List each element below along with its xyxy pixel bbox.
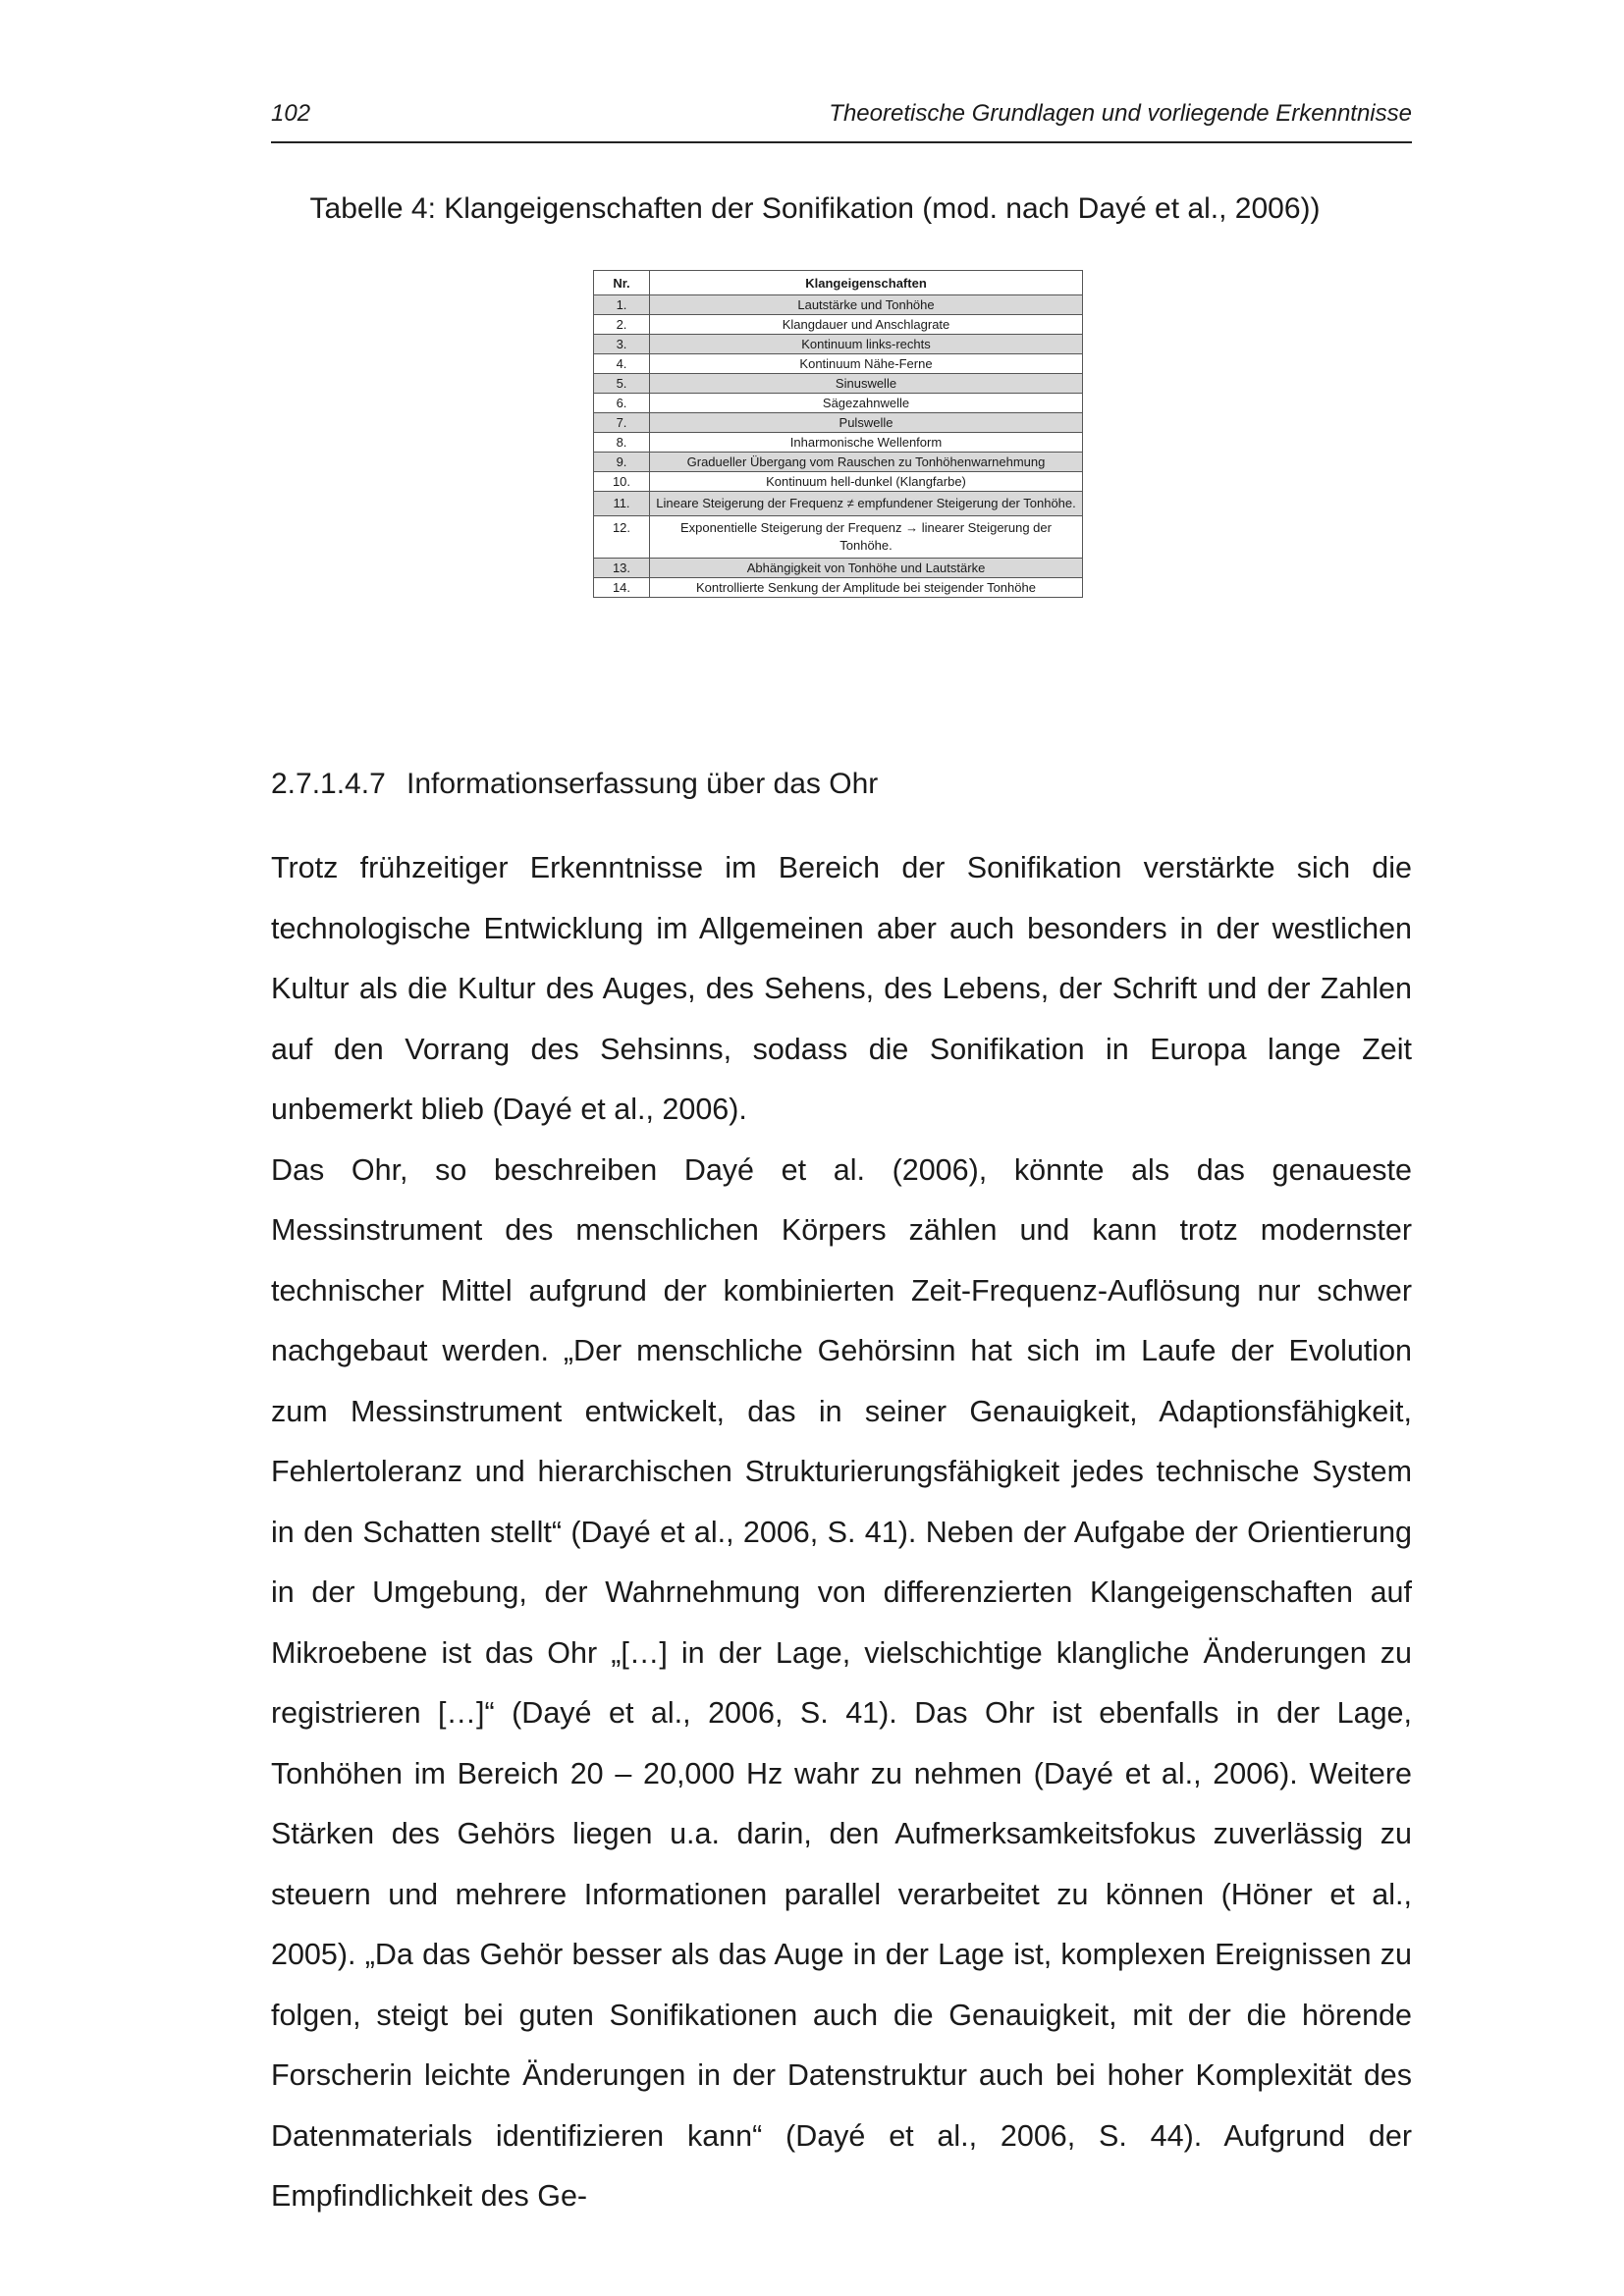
row-number: 13. <box>594 559 650 578</box>
table-header-row <box>594 271 1083 295</box>
row-text: Kontinuum hell-dunkel (Klangfarbe) <box>650 472 1083 492</box>
row-number: 4. <box>594 354 650 374</box>
row-text: Exponentielle Steigerung der Frequenz → linearer Steigerung der Tonhöhe. <box>650 516 1083 559</box>
table-row <box>594 472 1083 492</box>
row-number: 2. <box>594 315 650 335</box>
page-number: 102 <box>271 100 311 127</box>
row-number: 8. <box>594 433 650 453</box>
table-row <box>594 295 1083 315</box>
body-text <box>271 838 1412 2227</box>
row-text: Lineare Steigerung der Frequenz ≠ empfundener Steigerung der Tonhöhe. <box>650 492 1083 516</box>
table-row <box>594 374 1083 394</box>
table-row <box>594 335 1083 354</box>
row-number: 11. <box>594 492 650 516</box>
table-row <box>594 315 1083 335</box>
row-text: Kontrollierte Senkung der Amplitude bei steigender Tonhöhe <box>650 578 1083 598</box>
row-text: Kontinuum Nähe-Ferne <box>650 354 1083 374</box>
table-caption: Tabelle 4: Klangeigenschaften der Sonifikation (mod. nach Dayé et al., 2006)) <box>309 192 1321 225</box>
table-row <box>594 354 1083 374</box>
row-number: 5. <box>594 374 650 394</box>
running-title: Theoretische Grundlagen und vorliegende Erkenntnisse <box>829 100 1412 127</box>
row-number: 14. <box>594 578 650 598</box>
section-number: 2.7.1.4.7 <box>271 768 386 800</box>
section-heading <box>271 768 878 801</box>
row-text: Kontinuum links-rechts <box>650 335 1083 354</box>
row-number: 3. <box>594 335 650 354</box>
row-number: 1. <box>594 295 650 315</box>
column-header-nr: Nr. <box>594 271 650 295</box>
row-text: Sinuswelle <box>650 374 1083 394</box>
row-text: Sägezahnwelle <box>650 394 1083 413</box>
table-row <box>594 578 1083 598</box>
row-number: 10. <box>594 472 650 492</box>
table-row <box>594 492 1083 516</box>
row-text: Pulswelle <box>650 413 1083 433</box>
table-row <box>594 559 1083 578</box>
row-number: 7. <box>594 413 650 433</box>
paragraph: Trotz frühzeitiger Erkenntnisse im Bereich der Sonifikation verstärkte sich die technologische Entwicklung im Allgemeinen aber auch besonders in der westlichen Kultur als die Kultur des Auges, des Sehens, des Lebens, der Schrift und der Zahlen auf den Vorrang des Sehsinns, sodass die Sonifikation in Europa lange Zeit unbemerkt blieb (Dayé et al., 2006). <box>271 851 1412 1126</box>
table <box>593 270 1083 598</box>
table-row <box>594 394 1083 413</box>
sound-properties-table <box>593 270 1083 598</box>
section-title: Informationserfassung über das Ohr <box>406 768 879 800</box>
table-row <box>594 453 1083 472</box>
row-text: Inharmonische Wellenform <box>650 433 1083 453</box>
row-text: Gradueller Übergang vom Rauschen zu Tonhöhenwarnehmung <box>650 453 1083 472</box>
table-row <box>594 516 1083 559</box>
table-row <box>594 433 1083 453</box>
table-row <box>594 413 1083 433</box>
row-text: Lautstärke und Tonhöhe <box>650 295 1083 315</box>
row-text: Abhängigkeit von Tonhöhe und Lautstärke <box>650 559 1083 578</box>
column-header-properties: Klangeigenschaften <box>650 271 1083 295</box>
row-text: Klangdauer und Anschlagrate <box>650 315 1083 335</box>
paragraph: Das Ohr, so beschreiben Dayé et al. (2006), könnte als das genaueste Messinstrument des menschlichen Körpers zählen und kann trotz modernster technischer Mittel aufgrund der kombinierten Zeit-Frequenz-Auflösung nur schwer nachgebaut werden. „Der menschliche Gehörsinn hat sich im Laufe der Evolution zum Messinstrument entwickelt, das in seiner Genauigkeit, Adaptionsfähigkeit, Fehlertoleranz und hierarchischen Strukturierungsfähigkeit jedes technische System in den Schatten stellt“ (Dayé et al., 2006, S. 41). Neben der Aufgabe der Orientierung in der Umgebung, der Wahrnehmung von differenzierten Klangeigenschaften auf Mikroebene ist das Ohr „[…] in der Lage, vielschichtige klangliche Änderungen zu registrieren […]“ (Dayé et al., 2006, S. 41). Das Ohr ist ebenfalls in der Lage, Tonhöhen im Bereich 20 – 20,000 Hz wahr zu nehmen (Dayé et al., 2006). Weitere Stärken des Gehörs liegen u.a. darin, den Aufmerksamkeitsfokus zuverlässig zu steuern und mehrere Informationen parallel verarbeitet zu können (Höner et al., 2005). „Da das Gehör besser als das Auge in der Lage ist, komplexen Ereignissen zu folgen, steigt bei guten Sonifikationen auch die Genauigkeit, mit der die hörende Forscherin leichte Änderungen in der Datenstruktur auch bei hoher Komplexität des Datenmaterials identifizieren kann“ (Dayé et al., 2006, S. 44). Aufgrund der Empfindlichkeit des Ge- <box>271 1152 1412 2213</box>
running-header <box>271 94 1412 143</box>
row-number: 12. <box>594 516 650 559</box>
row-number: 9. <box>594 453 650 472</box>
row-number: 6. <box>594 394 650 413</box>
